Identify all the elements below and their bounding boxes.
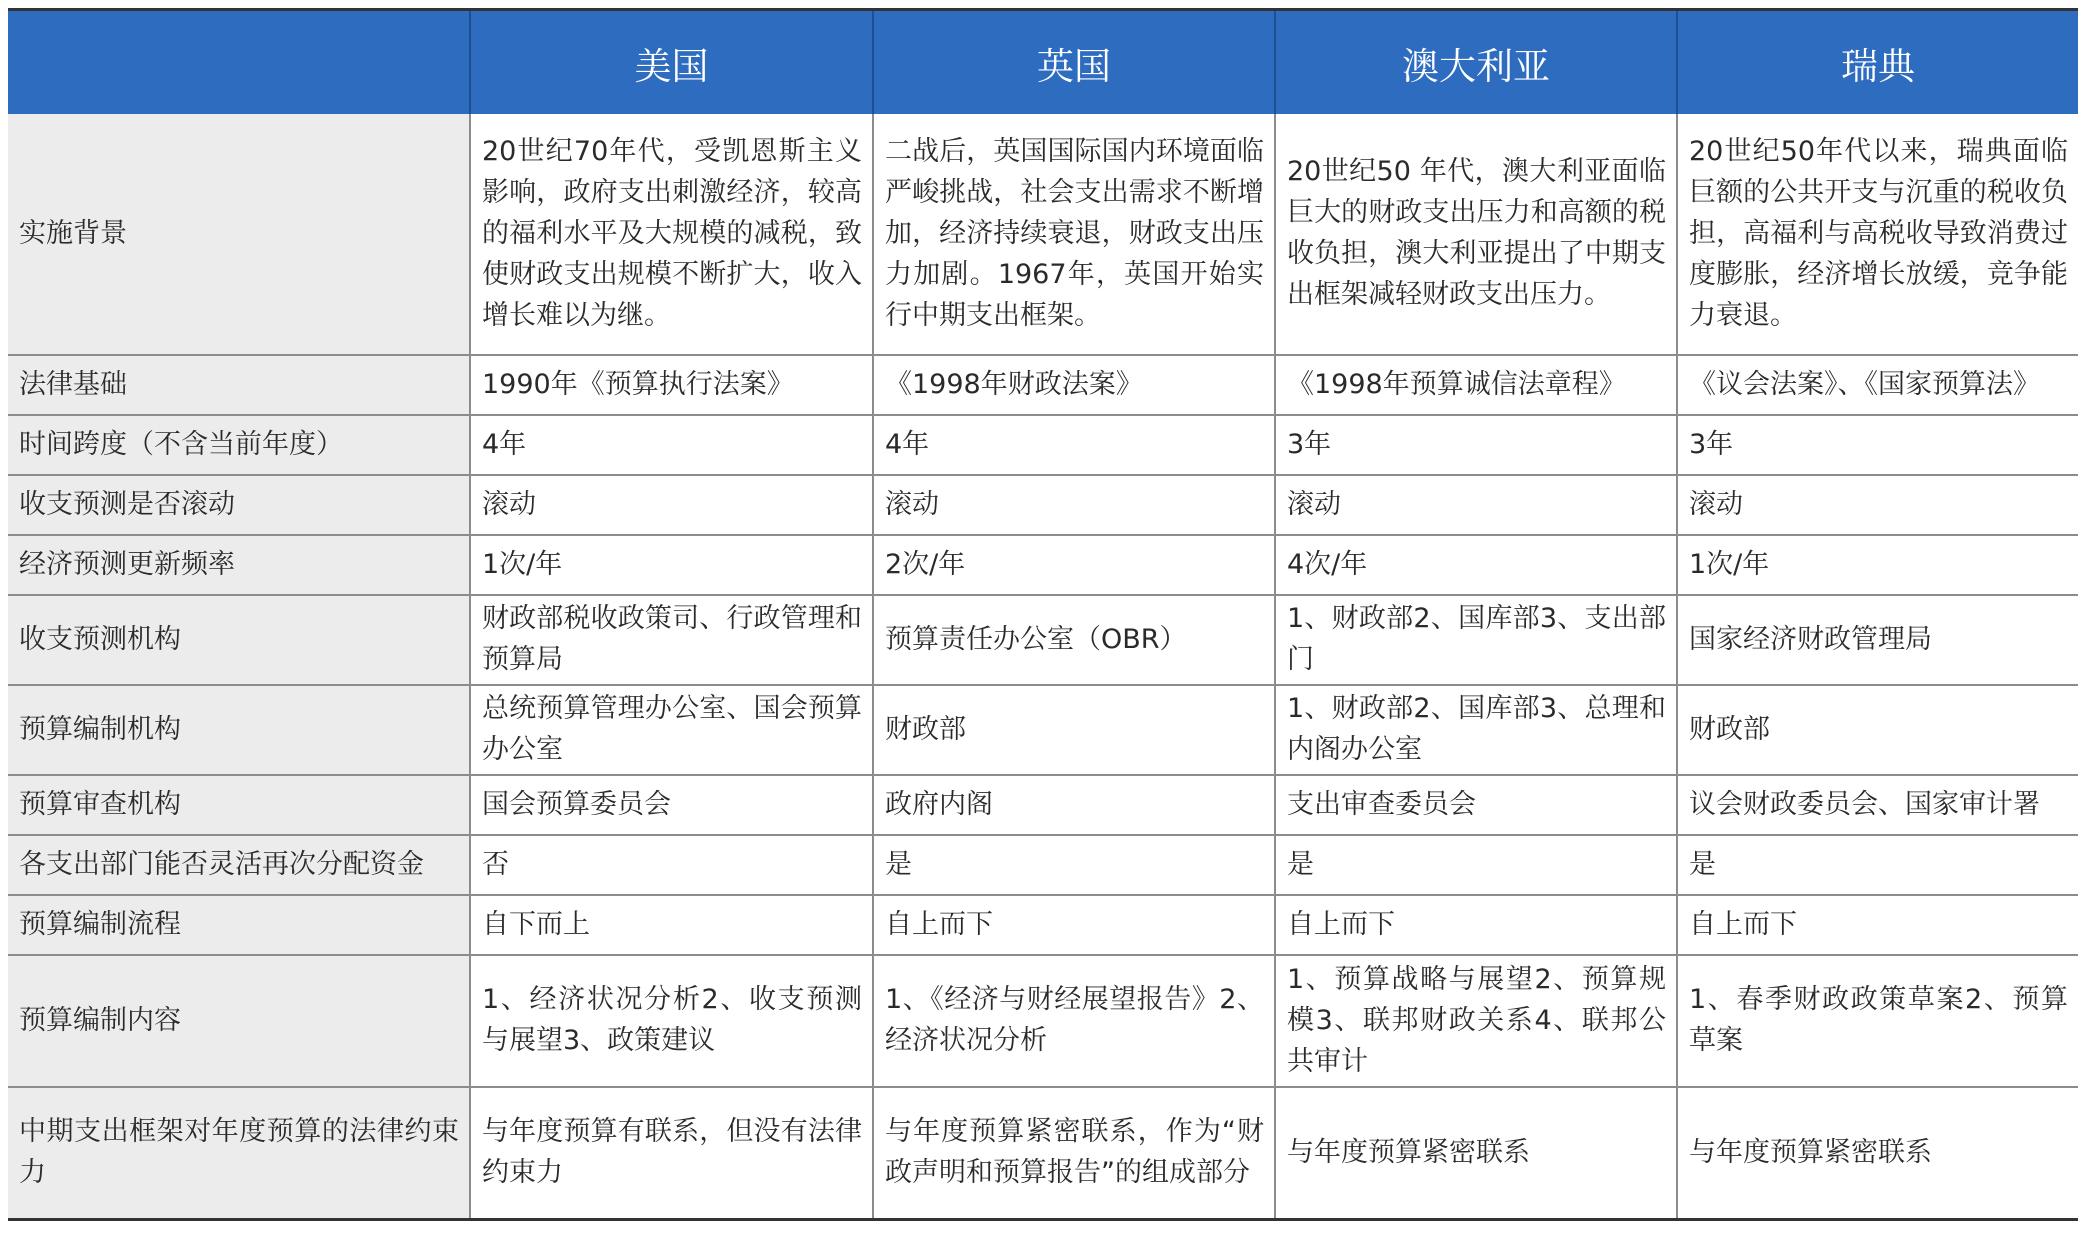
header-australia: 澳大利亚 (1275, 10, 1677, 115)
table-cell: 财政部 (1677, 685, 2078, 775)
table-cell: 与年度预算紧密联系 (1677, 1087, 2078, 1220)
table-row (8, 475, 2078, 535)
table-cell: 1、财政部2、国库部3、支出部门 (1275, 595, 1677, 685)
table-cell: 财政部税收政策司、行政管理和预算局 (470, 595, 873, 685)
header-corner (8, 10, 470, 115)
table-cell: 1、《经济与财经展望报告》2、经济状况分析 (873, 955, 1275, 1087)
table-cell: 与年度预算紧密联系 (1275, 1087, 1677, 1220)
row-label: 收支预测机构 (8, 595, 470, 685)
table-cell: 自下而上 (470, 895, 873, 955)
table-row (8, 595, 2078, 685)
table-row (8, 114, 2078, 355)
row-label: 实施背景 (8, 114, 470, 355)
table-cell: 是 (1275, 835, 1677, 895)
table-row (8, 895, 2078, 955)
header-uk: 英国 (873, 10, 1275, 115)
row-label: 经济预测更新频率 (8, 535, 470, 595)
table-row (8, 685, 2078, 775)
comparison-table (8, 8, 2078, 1221)
row-label: 预算编制流程 (8, 895, 470, 955)
table-cell: 20世纪50年代以来，瑞典面临巨额的公共开支与沉重的税收负担，高福利与高税收导致消费过度膨胀，经济增长放缓，竞争能力衰退。 (1677, 114, 2078, 355)
table-cell: 支出审查委员会 (1275, 775, 1677, 835)
table-cell: 国会预算委员会 (470, 775, 873, 835)
table-cell: 滚动 (1677, 475, 2078, 535)
table-cell: 20世纪50 年代，澳大利亚面临巨大的财政支出压力和高额的税收负担，澳大利亚提出了中期支出框架减轻财政支出压力。 (1275, 114, 1677, 355)
table-cell: 《1998年预算诚信法章程》 (1275, 355, 1677, 415)
table-cell: 政府内阁 (873, 775, 1275, 835)
row-label: 时间跨度（不含当前年度） (8, 415, 470, 475)
table-cell: 议会财政委员会、国家审计署 (1677, 775, 2078, 835)
table-cell: 3年 (1677, 415, 2078, 475)
table-cell: 1次/年 (470, 535, 873, 595)
row-label: 各支出部门能否灵活再次分配资金 (8, 835, 470, 895)
table-cell: 是 (1677, 835, 2078, 895)
table-cell: 国家经济财政管理局 (1677, 595, 2078, 685)
row-label: 收支预测是否滚动 (8, 475, 470, 535)
row-label: 预算编制内容 (8, 955, 470, 1087)
table-row (8, 1087, 2078, 1220)
table-cell: 自上而下 (1677, 895, 2078, 955)
table-cell: 与年度预算紧密联系，作为“财政声明和预算报告”的组成部分 (873, 1087, 1275, 1220)
table-cell: 3年 (1275, 415, 1677, 475)
table-cell: 4次/年 (1275, 535, 1677, 595)
table-cell: 1、预算战略与展望2、预算规模3、联邦财政关系4、联邦公共审计 (1275, 955, 1677, 1087)
table-row (8, 835, 2078, 895)
table-row (8, 355, 2078, 415)
header-sweden: 瑞典 (1677, 10, 2078, 115)
table-cell: 1、财政部2、国库部3、总理和内阁办公室 (1275, 685, 1677, 775)
header-row (8, 10, 2078, 115)
table-cell: 4年 (873, 415, 1275, 475)
table-cell: 预算责任办公室（OBR） (873, 595, 1275, 685)
table-cell: 《议会法案》、《国家预算法》 (1677, 355, 2078, 415)
table-cell: 滚动 (1275, 475, 1677, 535)
table-row (8, 775, 2078, 835)
table-cell: 4年 (470, 415, 873, 475)
header-usa: 美国 (470, 10, 873, 115)
table-cell: 1990年《预算执行法案》 (470, 355, 873, 415)
table-row (8, 415, 2078, 475)
table-cell: 财政部 (873, 685, 1275, 775)
table-cell: 20世纪70年代，受凯恩斯主义影响，政府支出刺激经济，较高的福利水平及大规模的减税，致使财政支出规模不断扩大，收入增长难以为继。 (470, 114, 873, 355)
table-row (8, 535, 2078, 595)
table-cell: 滚动 (470, 475, 873, 535)
table-cell: 与年度预算有联系，但没有法律约束力 (470, 1087, 873, 1220)
table-row (8, 955, 2078, 1087)
table-cell: 《1998年财政法案》 (873, 355, 1275, 415)
table-cell: 1、经济状况分析2、收支预测与展望3、政策建议 (470, 955, 873, 1087)
row-label: 法律基础 (8, 355, 470, 415)
table-cell: 2次/年 (873, 535, 1275, 595)
table-cell: 否 (470, 835, 873, 895)
table-cell: 滚动 (873, 475, 1275, 535)
table-cell: 是 (873, 835, 1275, 895)
table-cell: 总统预算管理办公室、国会预算办公室 (470, 685, 873, 775)
table-cell: 1次/年 (1677, 535, 2078, 595)
row-label: 中期支出框架对年度预算的法律约束力 (8, 1087, 470, 1220)
table-cell: 1、春季财政政策草案2、预算草案 (1677, 955, 2078, 1087)
row-label: 预算审查机构 (8, 775, 470, 835)
table-cell: 自上而下 (873, 895, 1275, 955)
row-label: 预算编制机构 (8, 685, 470, 775)
table-cell: 二战后，英国国际国内环境面临严峻挑战，社会支出需求不断增加，经济持续衰退，财政支出压力加剧。1967年，英国开始实行中期支出框架。 (873, 114, 1275, 355)
table-cell: 自上而下 (1275, 895, 1677, 955)
